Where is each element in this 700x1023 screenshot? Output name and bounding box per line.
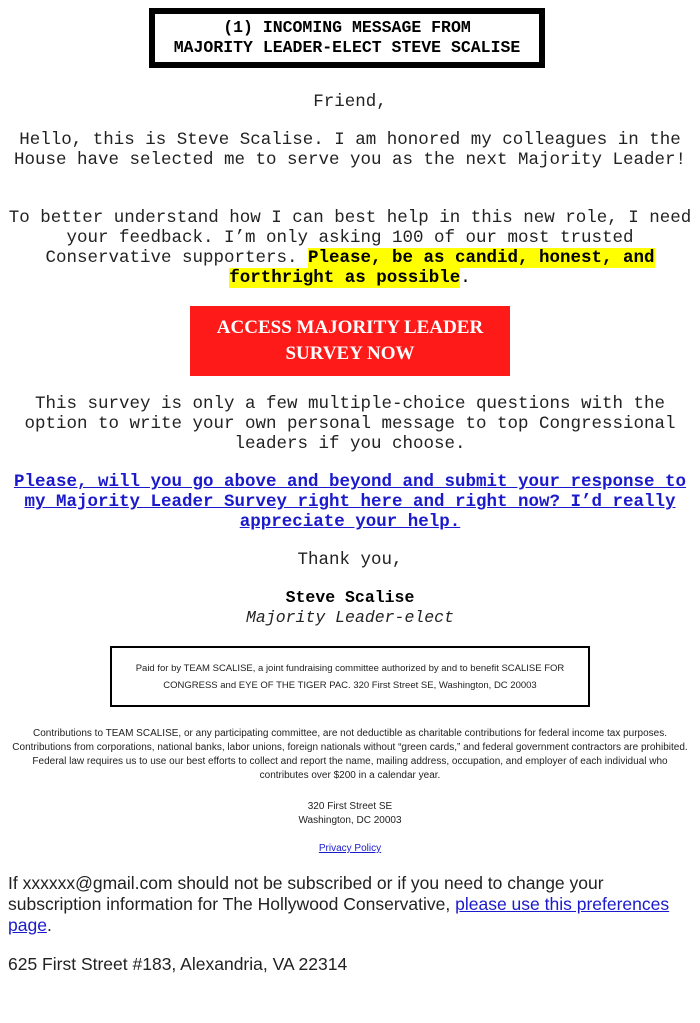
paid-for-disclaimer-box <box>110 646 590 707</box>
privacy-policy-row <box>10 842 690 856</box>
privacy-policy-link[interactable]: Privacy Policy <box>318 843 382 854</box>
survey-description: This survey is only a few multiple-choice questions with the option to write your own personal message to top Congressional leaders if you choose. <box>24 394 676 454</box>
feedback-end: . <box>460 268 471 288</box>
feedback-highlight: Please, be as candid, honest, and forthright as possible <box>229 248 655 288</box>
banner-line-2: MAJORITY LEADER-ELECT STEVE SCALISE <box>173 38 521 57</box>
mailing-address <box>10 800 690 828</box>
greeting: Friend, <box>313 92 387 112</box>
survey-link[interactable]: Please, will you go above and beyond and submit your response to my Majority Leader Survey right here and right now? I’d really appreciate your help. <box>13 472 687 532</box>
signature-title: Majority Leader-elect <box>246 608 454 627</box>
feedback-paragraph <box>8 208 692 288</box>
intro-paragraph: Hello, this is Steve Scalise. I am honored my colleagues in the House have selected me to serve you as the next Majority Leader! <box>13 130 687 170</box>
signature-name: Steve Scalise <box>285 588 415 607</box>
sender-address: 625 First Street #183, Alexandria, VA 22314 <box>8 954 348 974</box>
cta-line-1: ACCESS MAJORITY LEADER <box>216 317 484 338</box>
incoming-message-banner <box>149 8 545 68</box>
subscription-text: If xxxxxx@gmail.com should not be subscribed or if you need to change your subscription information for The Hollywood Conservative, <box>8 873 604 914</box>
closing: Thank you, <box>297 550 403 570</box>
address-line-2: Washington, DC 20003 <box>298 815 402 826</box>
contributions-disclaimer: Contributions to TEAM SCALISE, or any participating committee, are not deductible as charitable contributions for federal income tax purposes. Contributions from corporations, national banks, labor unions, foreign nationals without “green cards,” and federal government contractors are prohibited. Federal law requires us to use our best efforts to collect and report the name, mailing address, occupation, and employer of each individual who contributes over $200 in a calendar year. <box>12 728 688 781</box>
banner-line-1: (1) INCOMING MESSAGE FROM <box>223 18 471 37</box>
cta-line-2: SURVEY NOW <box>285 343 415 364</box>
feedback-text: To better understand how I can best help in this new role, I need your feedback. I’m only asking 100 of our most trusted Conservative supporters. <box>8 208 692 268</box>
access-survey-button[interactable] <box>190 306 510 376</box>
survey-link-paragraph <box>8 472 692 532</box>
paid-for-text: Paid for by TEAM SCALISE, a joint fundraising committee authorized by and to benefit SCALISE FOR CONGRESS and EYE OF THE TIGER PAC. 320 First Street SE, Washington, DC 20003 <box>135 662 565 691</box>
subscription-end: . <box>46 915 52 935</box>
subscription-footer <box>8 873 694 936</box>
address-line-1: 320 First Street SE <box>307 801 393 812</box>
preferences-page-link[interactable]: please use this preferences page <box>8 894 670 935</box>
